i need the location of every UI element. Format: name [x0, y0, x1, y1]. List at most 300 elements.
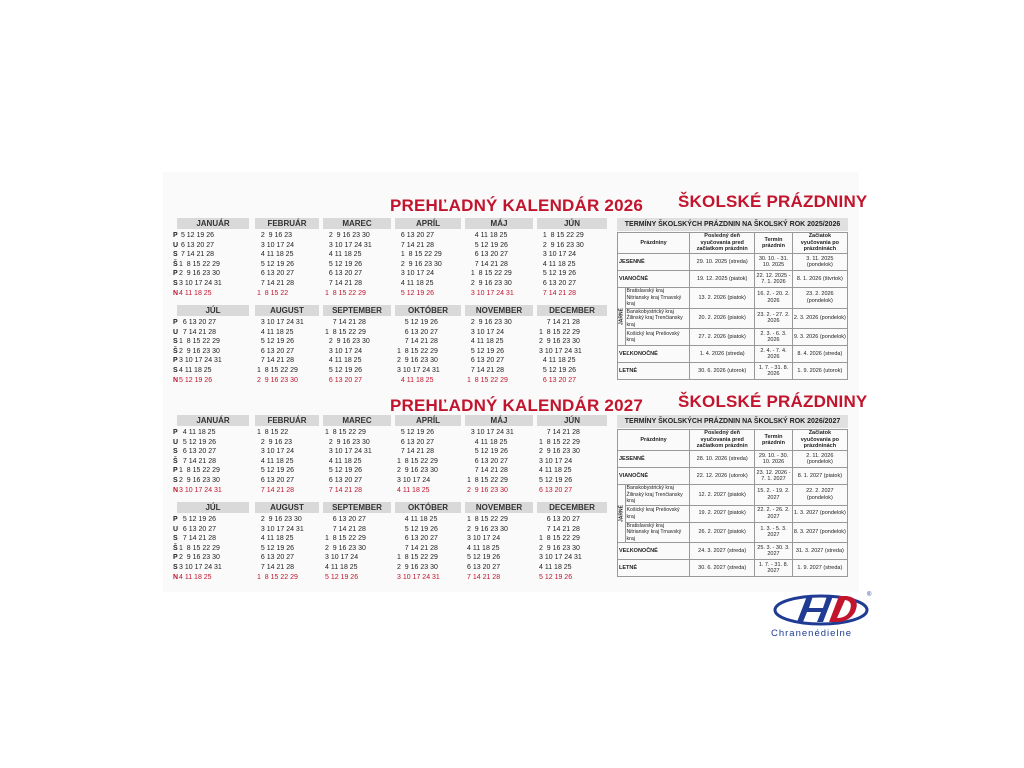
month-header: MÁJ [465, 415, 533, 426]
table-cell: 1. 7. - 31. 8. 2027 [755, 560, 792, 577]
calendar-days: 4 11 18 25 [179, 367, 212, 374]
holiday-name: VEĽKONOČNÉ [618, 346, 690, 363]
table-cell: 31. 3. 2027 (streda) [792, 543, 847, 560]
table-cell: 22. 12. 2025 - 7. 1. 2026 [755, 271, 792, 288]
calendar-days: 3 10 17 24 31 [539, 554, 582, 562]
day-letter: S [173, 280, 178, 287]
column-header: Posledný deň vyučovania pred začiatkom prázdnin [690, 233, 755, 254]
calendar-days: 3 10 17 24 31 [467, 429, 514, 436]
calendar-days: 4 11 18 25 [467, 544, 500, 552]
month-header: DECEMBER [537, 502, 607, 513]
table-cell: 8. 1. 2026 (štvrtok) [792, 271, 847, 288]
calendar-days: 3 10 17 24 [325, 554, 359, 562]
month-header: JÚL [177, 305, 249, 316]
month-header: SEPTEMBER [323, 305, 391, 316]
table-row [618, 451, 848, 468]
table-cell: 1. 4. 2026 (streda) [690, 346, 755, 363]
calendar-days: 3 10 17 24 31 [179, 357, 222, 365]
calendar-days: 6 13 20 27 [467, 251, 508, 259]
table-row [618, 560, 848, 577]
day-letter: P [173, 516, 178, 523]
calendar-days: 1 8 15 22 29 [179, 260, 220, 268]
column-header: Prázdniny [618, 233, 690, 254]
calendar-days: 7 14 21 28 [397, 241, 434, 249]
calendar-days: 6 13 20 27 [257, 477, 294, 484]
calendar-days: 2 9 16 23 30 [539, 544, 580, 552]
school-holidays-table-2025-2026 [617, 218, 848, 388]
calendar-days: 1 8 15 22 29 [179, 338, 220, 346]
holiday-name: VIANOČNÉ [618, 468, 690, 485]
table-cell: 22. 2. 2027 (pondelok) [792, 485, 847, 506]
day-letter: P [173, 357, 178, 365]
table-cell: 8. 4. 2026 (streda) [792, 346, 847, 363]
table-cell: 29. 10. 2025 (streda) [690, 254, 755, 271]
calendar-days: 3 10 17 24 31 [257, 319, 304, 326]
holiday-name: VEĽKONOČNÉ [618, 543, 690, 560]
calendar-days: 6 13 20 27 [257, 270, 294, 278]
month-header: APRÍL [395, 415, 461, 426]
table-row [618, 543, 848, 560]
holiday-name: VIANOČNÉ [618, 271, 690, 288]
day-letter: Š [173, 260, 178, 268]
calendar-days: 4 11 18 25 [467, 338, 504, 346]
table-row [618, 468, 848, 485]
table-cell: 23. 2. - 27. 2. 2026 [755, 308, 792, 329]
table-cell: 3. 11. 2025 (pondelok) [792, 254, 847, 271]
table-cell: 8. 3. 2027 (pondelok) [792, 522, 847, 543]
calendar-days: 6 13 20 27 [257, 347, 294, 355]
calendar-days: 2 9 16 23 30 [397, 260, 442, 268]
calendar-days: 7 14 21 28 [325, 319, 366, 326]
calendar-days: 2 9 16 23 [257, 232, 293, 239]
day-letter: U [173, 438, 179, 446]
day-letter: P [173, 232, 178, 239]
day-letter: S [173, 338, 178, 346]
calendar-days: 7 14 21 28 [397, 448, 434, 456]
table-cell: 19. 12. 2025 (piatok) [690, 271, 755, 288]
calendar-days: 3 10 17 24 [325, 347, 362, 355]
day-letter: S [173, 251, 178, 259]
calendar-days: 6 13 20 27 [539, 280, 576, 287]
calendar-days: 2 9 16 23 30 [467, 280, 512, 287]
day-letter: N [173, 289, 179, 297]
calendar-days: 6 13 20 27 [467, 457, 508, 465]
calendar-days: 7 14 21 28 [467, 367, 504, 374]
calendar-days: 2 9 16 23 30 [179, 270, 220, 278]
table-row [618, 288, 848, 309]
calendar-days: 1 8 15 22 29 [397, 347, 438, 355]
table-cell: 1. 3. 2027 (pondelok) [792, 505, 847, 522]
calendar-days: 1 8 15 22 [257, 429, 289, 436]
table-cell: 13. 2. 2026 (piatok) [690, 288, 755, 309]
calendar-days: 2 9 16 23 30 [467, 319, 512, 326]
calendar-days: 3 10 17 24 [539, 457, 573, 465]
month-header: AUGUST [255, 305, 319, 316]
region-name: Banskobystrický kraj Žilinský kraj Trenčiansky kraj [625, 308, 690, 329]
table-cell: 2. 4. - 7. 4. 2026 [755, 346, 792, 363]
column-header: Začiatok vyučovania po prázdninách [792, 233, 847, 254]
table-cell: 2. 11. 2026 (pondelok) [792, 451, 847, 468]
calendar-days: 6 13 20 27 [467, 564, 501, 571]
day-letter: Š [173, 347, 178, 355]
calendar-days: 2 9 16 23 30 [325, 544, 366, 552]
day-letter: Š [173, 457, 178, 465]
calendar-days: 1 8 15 22 29 [467, 516, 508, 523]
calendar-days: 7 14 21 28 [179, 328, 216, 336]
calendar-2027 [173, 415, 607, 585]
calendar-days: 5 12 19 26 [539, 270, 576, 278]
month-header: MAREC [323, 218, 391, 229]
calendar-days: 3 10 17 24 31 [179, 486, 222, 494]
spring-label: JARNÉ [618, 485, 626, 543]
table-cell: 20. 2. 2026 (piatok) [690, 308, 755, 329]
table-cell: 2. 3. 2026 (pondelok) [792, 308, 847, 329]
calendar-days: 1 8 15 22 29 [257, 367, 298, 374]
table-cell: 15. 2. - 19. 2. 2027 [755, 485, 792, 506]
calendar-days: 5 12 19 26 [539, 477, 573, 484]
month-header: FEBRUÁR [255, 218, 319, 229]
table-cell: 27. 2. 2026 (piatok) [690, 329, 755, 346]
calendar-days: 3 10 17 24 [467, 328, 504, 336]
column-header: Termín prázdnin [755, 430, 792, 451]
table-row [618, 329, 848, 346]
calendar-days: 2 9 16 23 30 [467, 525, 508, 533]
school-holidays-title-1: ŠKOLSKÉ PRÁZDNINY [678, 192, 868, 211]
calendar-days: 5 12 19 26 [397, 525, 438, 533]
table-cell: 1. 9. 2026 (utorok) [792, 363, 847, 380]
table-cell: 19. 2. 2027 (piatok) [690, 505, 755, 522]
calendar-days: 6 13 20 27 [179, 448, 216, 456]
calendar-days: 5 12 19 26 [257, 260, 294, 268]
calendar-days: 6 13 20 27 [397, 328, 438, 336]
calendar-days: 7 14 21 28 [539, 319, 580, 326]
calendar-days: 2 9 16 23 30 [325, 438, 370, 446]
calendar-days: 2 9 16 23 [257, 438, 293, 446]
table-row [618, 363, 848, 380]
day-letter: P [173, 319, 178, 326]
table-cell: 1. 3. - 5. 3. 2027 [755, 522, 792, 543]
table-cell: 30. 6. 2026 (utorok) [690, 363, 755, 380]
calendar-2026-title: PREHĽADNÝ KALENDÁR 2026 [390, 196, 644, 215]
calendar-days: 2 9 16 23 30 [397, 467, 438, 475]
calendar-days: 2 9 16 23 30 [397, 357, 438, 365]
day-letter: P [173, 429, 178, 436]
table-cell: 8. 1. 2027 (piatok) [792, 468, 847, 485]
table-cell: 30. 6. 2027 (streda) [690, 560, 755, 577]
table-cell: 30. 10. - 31. 10. 2025 [755, 254, 792, 271]
calendar-days: 7 14 21 28 [467, 467, 508, 475]
calendar-days: 2 9 16 23 30 [325, 232, 370, 239]
calendar-days: 5 12 19 26 [325, 467, 362, 475]
day-letter: Š [173, 544, 178, 552]
table-header: TERMÍNY ŠKOLSKÝCH PRÁZDNIN NA ŠKOLSKÝ ROK 2025/2026 [617, 218, 848, 231]
calendar-days: 3 10 17 24 [397, 477, 431, 484]
table-row [618, 254, 848, 271]
month-header: MÁJ [465, 218, 533, 229]
calendar-days: 1 8 15 22 29 [467, 477, 508, 484]
calendar-days: 4 11 18 25 [397, 486, 430, 494]
calendar-days: 1 8 15 22 29 [325, 535, 366, 543]
calendar-days: 2 9 16 23 30 [539, 448, 580, 456]
calendar-days: 7 14 21 28 [325, 280, 362, 287]
calendar-days: 4 11 18 25 [257, 457, 294, 465]
calendar-days: 4 11 18 25 [467, 438, 508, 446]
month-header: JANUÁR [177, 415, 249, 426]
calendar-days: 4 11 18 25 [539, 467, 572, 475]
calendar-days: 6 13 20 27 [179, 525, 216, 533]
month-header: JÚN [537, 218, 607, 229]
calendar-days: 1 8 15 22 29 [539, 438, 580, 446]
calendar-days: 4 11 18 25 [179, 573, 212, 581]
table-cell: 1. 9. 2027 (streda) [792, 560, 847, 577]
day-letter: P [173, 270, 178, 278]
calendar-days: 1 8 15 22 29 [539, 232, 584, 239]
calendar-days: 2 9 16 23 30 [179, 347, 220, 355]
calendar-days: 6 13 20 27 [179, 241, 215, 249]
day-letter: S [173, 477, 178, 484]
table-cell: 29. 10. - 30. 10. 2026 [755, 451, 792, 468]
calendar-days: 3 10 17 24 31 [179, 280, 222, 287]
calendar-days: 1 8 15 22 29 [179, 544, 220, 552]
calendar-days: 6 13 20 27 [325, 516, 366, 523]
calendar-days: 1 8 15 22 29 [397, 457, 438, 465]
calendar-days: 5 12 19 26 [397, 429, 434, 436]
calendar-days: 5 12 19 26 [467, 347, 504, 355]
day-letter: N [173, 486, 179, 494]
calendar-days: 5 12 19 26 [397, 319, 438, 326]
calendar-days: 1 8 15 22 29 [539, 535, 580, 543]
table-cell: 1. 7. - 31. 8. 2026 [755, 363, 792, 380]
calendar-days: 1 8 15 22 29 [325, 429, 366, 436]
calendar-days: 7 14 21 28 [257, 564, 294, 571]
calendar-days: 4 11 18 25 [179, 289, 212, 297]
calendar-days: 5 12 19 26 [325, 260, 362, 268]
calendar-days: 1 8 15 22 29 [539, 328, 580, 336]
calendar-days: 1 8 15 22 29 [325, 289, 366, 297]
region-name: Košický kraj Prešovský kraj [625, 329, 690, 346]
calendar-days: 3 10 17 24 31 [325, 241, 372, 249]
calendar-days: 3 10 17 24 [397, 270, 434, 278]
holiday-name: JESENNÉ [618, 254, 690, 271]
calendar-days: 7 14 21 28 [325, 525, 366, 533]
table-cell: 25. 3. - 30. 3. 2027 [755, 543, 792, 560]
table-cell: 22. 12. 2026 (utorok) [690, 468, 755, 485]
day-letter: S [173, 535, 178, 543]
svg-text:®: ® [867, 592, 872, 598]
month-header: JANUÁR [177, 218, 249, 229]
logo-text: Chranenédielne [771, 628, 853, 639]
month-header: AUGUST [255, 502, 319, 513]
calendar-days: 6 13 20 27 [325, 270, 362, 278]
region-name: Bratislavský kraj Nitriansky kraj Trnavský kraj [625, 288, 690, 309]
calendar-days: 2 9 16 23 30 [179, 477, 220, 484]
calendar-days: 2 9 16 23 30 [325, 338, 370, 346]
calendar-days: 1 8 15 22 29 [467, 270, 512, 278]
calendar-days: 6 13 20 27 [397, 438, 434, 446]
calendar-days: 5 12 19 26 [179, 438, 216, 446]
region-name: Banskobystrický kraj Žilinský kraj Trenčiansky kraj [625, 485, 690, 506]
calendar-days: 3 10 17 24 [257, 448, 294, 456]
calendar-days: 5 12 19 26 [179, 516, 216, 523]
calendar-days: 4 11 18 25 [397, 376, 434, 384]
table-row [618, 522, 848, 543]
calendar-days: 4 11 18 25 [257, 328, 294, 336]
calendar-days: 7 14 21 28 [539, 525, 580, 533]
day-letter: U [173, 525, 179, 533]
month-header: DECEMBER [537, 305, 607, 316]
calendar-days: 4 11 18 25 [325, 564, 358, 571]
holiday-name: LETNÉ [618, 363, 690, 380]
day-letter: S [173, 448, 178, 456]
school-holidays-table-2026-2027 [617, 415, 848, 585]
calendar-days: 5 12 19 26 [397, 289, 434, 297]
calendar-days: 7 14 21 28 [179, 535, 216, 543]
calendar-days: 1 8 15 22 29 [257, 573, 298, 581]
calendar-days: 6 13 20 27 [539, 486, 573, 494]
region-name: Bratislavský kraj Nitriansky kraj Trnavský kraj [625, 522, 690, 543]
column-header: Prázdniny [618, 430, 690, 451]
table-row [618, 346, 848, 363]
table-row [618, 271, 848, 288]
calendar-days: 6 13 20 27 [467, 357, 504, 365]
calendar-days: 7 14 21 28 [257, 357, 294, 365]
table-header: TERMÍNY ŠKOLSKÝCH PRÁZDNIN NA ŠKOLSKÝ ROK 2026/2027 [617, 415, 848, 428]
month-header: NOVEMBER [465, 305, 533, 316]
calendar-days: 1 8 15 22 29 [467, 376, 508, 384]
calendar-days: 5 12 19 26 [325, 573, 359, 581]
calendar-days: 7 14 21 28 [325, 486, 362, 494]
calendar-days: 4 11 18 25 [397, 280, 434, 287]
day-letter: P [173, 554, 178, 562]
calendar-days: 7 14 21 28 [397, 544, 438, 552]
calendar-days: 4 11 18 25 [325, 357, 362, 365]
calendar-days: 2 9 16 23 30 [257, 516, 302, 523]
calendar-days: 4 11 18 25 [539, 564, 572, 571]
calendar-days: 5 12 19 26 [179, 376, 213, 384]
table-cell: 9. 3. 2026 (pondelok) [792, 329, 847, 346]
table-cell: 24. 3. 2027 (streda) [690, 543, 755, 560]
calendar-days: 5 12 19 26 [179, 232, 215, 239]
calendar-days: 3 10 17 24 31 [539, 347, 582, 355]
calendar-days: 5 12 19 26 [325, 367, 362, 374]
region-name: Košický kraj Prešovský kraj [625, 505, 690, 522]
calendar-days: 1 8 15 22 29 [325, 328, 366, 336]
day-letter: S [173, 367, 178, 374]
calendar-days: 4 11 18 25 [257, 535, 294, 543]
calendar-days: 2 9 16 23 30 [179, 554, 220, 562]
table-cell: 23. 12. 2026 - 7. 1. 2027 [755, 468, 792, 485]
calendar-days: 6 13 20 27 [179, 319, 216, 326]
calendar-days: 4 11 18 25 [539, 260, 576, 268]
calendar-days: 5 12 19 26 [467, 448, 508, 456]
calendar-days: 7 14 21 28 [397, 338, 438, 346]
calendar-days: 4 11 18 25 [539, 357, 576, 365]
calendar-days: 2 9 16 23 30 [467, 486, 508, 494]
table-cell: 12. 2. 2027 (piatok) [690, 485, 755, 506]
month-header: SEPTEMBER [323, 502, 391, 513]
calendar-days: 7 14 21 28 [467, 573, 501, 581]
calendar-days: 5 12 19 26 [467, 241, 508, 249]
calendar-days: 6 13 20 27 [397, 232, 434, 239]
month-header: MAREC [323, 415, 391, 426]
table-cell: 22. 2. - 26. 2. 2027 [755, 505, 792, 522]
holiday-name: JESENNÉ [618, 451, 690, 468]
calendar-days: 5 12 19 26 [539, 573, 573, 581]
logo [767, 588, 875, 640]
table-cell: 26. 2. 2027 (piatok) [690, 522, 755, 543]
calendar-days: 5 12 19 26 [539, 367, 576, 374]
month-header: APRÍL [395, 218, 461, 229]
table-cell: 23. 2. 2026 (pondelok) [792, 288, 847, 309]
calendar-days: 1 8 15 22 [257, 289, 289, 297]
calendar-days: 3 10 17 24 31 [257, 525, 304, 533]
month-header: OKTÓBER [395, 502, 461, 513]
calendar-days: 7 14 21 28 [467, 260, 508, 268]
day-letter: N [173, 573, 179, 581]
calendar-days: 4 11 18 25 [257, 251, 294, 259]
calendar-days: 4 11 18 25 [467, 232, 508, 239]
calendar-days: 7 14 21 28 [179, 251, 215, 259]
calendar-days: 4 11 18 25 [325, 457, 362, 465]
day-letter: U [173, 328, 179, 336]
month-header: FEBRUÁR [255, 415, 319, 426]
calendar-days: 6 13 20 27 [325, 376, 362, 384]
calendar-days: 6 13 20 27 [257, 554, 294, 562]
calendar-days: 7 14 21 28 [179, 457, 216, 465]
month-header: JÚL [177, 502, 249, 513]
column-header: Začiatok vyučovania po prázdninách [792, 430, 847, 451]
holiday-table [617, 429, 848, 577]
day-letter: P [173, 467, 178, 475]
calendar-days: 3 10 17 24 [257, 241, 294, 249]
holiday-table [617, 232, 848, 380]
calendar-days: 3 10 17 24 [467, 535, 501, 543]
calendar-days: 1 8 15 22 29 [179, 467, 220, 475]
calendar-days: 7 14 21 28 [257, 486, 294, 494]
calendar-days: 3 10 17 24 31 [397, 367, 440, 374]
calendar-days: 5 12 19 26 [257, 338, 294, 346]
month-header: NOVEMBER [465, 502, 533, 513]
calendar-days: 3 10 17 24 31 [397, 573, 440, 581]
calendar-days: 1 8 15 22 29 [397, 251, 442, 259]
holiday-name: LETNÉ [618, 560, 690, 577]
calendar-days: 3 10 17 24 31 [179, 564, 222, 571]
day-letter: U [173, 241, 179, 249]
day-letter: S [173, 564, 178, 571]
calendar-2027-title: PREHĽADNÝ KALENDÁR 2027 [390, 396, 644, 415]
calendar-days: 7 14 21 28 [539, 429, 580, 436]
column-header: Termín prázdnin [755, 233, 792, 254]
calendar-days: 2 9 16 23 30 [539, 241, 584, 249]
day-letter: N [173, 376, 179, 384]
month-header: OKTÓBER [395, 305, 461, 316]
calendar-days: 6 13 20 27 [539, 376, 576, 384]
calendar-days: 6 13 20 27 [397, 535, 438, 543]
calendar-days: 5 12 19 26 [467, 554, 501, 562]
calendar-days: 6 13 20 27 [539, 516, 580, 523]
calendar-days: 7 14 21 28 [539, 289, 576, 297]
calendar-days: 3 10 17 24 [539, 251, 576, 259]
spring-label: JARNÉ [618, 288, 626, 346]
month-header: JÚN [537, 415, 607, 426]
calendar-days: 1 8 15 22 29 [397, 554, 438, 562]
logo-mark-icon [767, 588, 875, 628]
calendar-days: 2 9 16 23 30 [257, 376, 298, 384]
calendar-2026 [173, 218, 607, 388]
calendar-days: 3 10 17 24 31 [325, 448, 372, 456]
table-row [618, 505, 848, 522]
calendar-days: 7 14 21 28 [257, 280, 294, 287]
